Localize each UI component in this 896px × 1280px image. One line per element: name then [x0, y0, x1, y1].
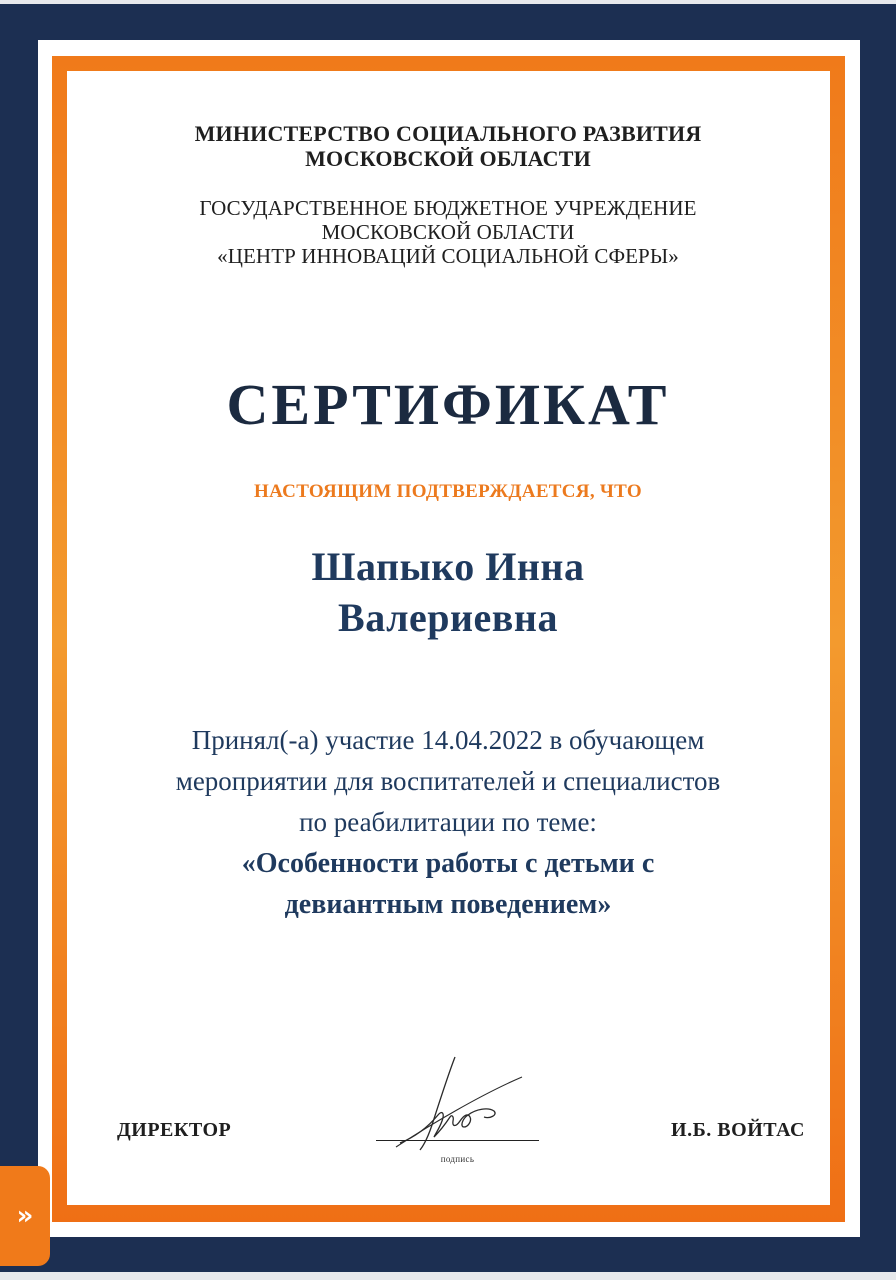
participation-text — [0, 720, 896, 843]
signatory-name: И.Б. ВОЙТАС — [671, 1119, 805, 1141]
participation-line-1: Принял(-а) участие 14.04.2022 в обучающем — [191, 725, 705, 755]
certificate-title: СЕРТИФИКАТ — [226, 372, 670, 437]
confirmation-text: НАСТОЯЩИМ ПОДТВЕРЖДАЕТСЯ, ЧТО — [254, 481, 642, 502]
participation-line-2: мероприятии для воспитателей и специалистов — [175, 766, 721, 796]
event-topic-line-1: «Особенности работы с детьми с — [241, 848, 655, 879]
recipient-name — [0, 541, 896, 643]
expand-panel-button[interactable] — [0, 1166, 50, 1266]
event-topic-line-2: девиантным поведением» — [284, 889, 612, 920]
bottom-strip — [0, 1272, 896, 1280]
institution-line-2: МОСКОВСКОЙ ОБЛАСТИ — [321, 220, 575, 244]
ministry-line-2: МОСКОВСКОЙ ОБЛАСТИ — [305, 146, 591, 171]
recipient-name-line-2: Валериевна — [338, 595, 558, 640]
participation-line-3: по реабилитации по теме: — [299, 807, 597, 837]
signatory-role: ДИРЕКТОР — [117, 1119, 232, 1141]
recipient-name-line-1: Шапыко Инна — [311, 544, 585, 589]
signature-caption: подпись — [440, 1154, 475, 1164]
double-chevron-right-icon: » — [16, 1201, 34, 1231]
event-topic — [0, 843, 896, 925]
ministry-line-1: МИНИСТЕРСТВО СОЦИАЛЬНОГО РАЗВИТИЯ — [194, 121, 702, 146]
institution-heading — [0, 196, 896, 268]
institution-line-3: «ЦЕНТР ИННОВАЦИЙ СОЦИАЛЬНОЙ СФЕРЫ» — [217, 244, 679, 268]
institution-line-1: ГОСУДАРСТВЕННОЕ БЮДЖЕТНОЕ УЧРЕЖДЕНИЕ — [199, 196, 697, 220]
ministry-heading — [0, 121, 896, 171]
signature-line — [376, 1140, 539, 1141]
